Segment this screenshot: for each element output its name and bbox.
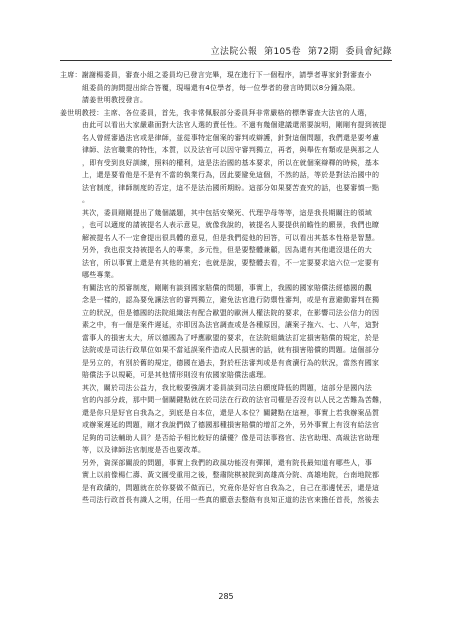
text-line: 法官，所以事實上還是有其他的補充；也就是說，要整體去看，不一定要要求這六位一定要有 [82, 258, 380, 267]
text-line: 足夠的司法輔助人員？是否給予相比較好的績優？像是司法事務官、法官助理、高級法官助理 [82, 433, 380, 442]
text-line: 些司法行政首長有識人之明，任用一些真的願意去整飭有良知正道的法官來擔任首長，然後去 [82, 496, 380, 504]
text-line: ，即有受到良好訓練，照料的權利，這是法治國的基本要求，所以在就個案辯釋的時候，基本 [82, 158, 380, 167]
text-line: 賠償法予以規範，可是其他情形則沒有依國家賠償法處理。 [82, 371, 271, 379]
paragraph [60, 382, 392, 457]
publication-name: 立法院公報 [210, 47, 258, 57]
text-line: ，也可以適度的請被提名人表示意見，就像我說的，被提名人要提供前瞻性的願景，我們也瞭 [82, 221, 380, 229]
text-line: 其次，關於司法公益力，我比較要強調才委員談到司法自願度降低的問題，這部分是國內法 [82, 383, 372, 392]
text-line: 是有政績的，問題就在於你要做不做而已，究竟你是好官自我為之，自己在那邊恍丟，還是這 [82, 483, 380, 492]
page-header [60, 46, 392, 60]
paragraph [60, 207, 392, 245]
text-line: 念是一樣的，認為要免讓法官的審判獨立，避免法官進行防禦性審判，或是有意避動審判在獨 [82, 296, 380, 304]
text-line: 立的狀況，但是德國的法院組織法有配合歐盟的歐洲人權法院的要求，在影響司法公信力的因 [82, 308, 380, 317]
text-line: 姜世明教授：主席、各位委員，首先，我非常佩服部分委員拜非常嚴格的標準審查大法官的人選， [60, 108, 372, 117]
text-line: 另外，資深部關設的問題，事實上我們的政風功能沒有彈揮，還有院長最知道有哪些人，事 [82, 458, 372, 467]
section-name: 委員會紀錄 [345, 47, 392, 57]
text-line: 組委員的詢問提出綜合答覆，現場還有4位學者，每一位學者的發言時間以8分鐘為限。 [82, 83, 360, 92]
text-line: 是另立的，有別於舊的規定，德國在過去，對於枉法審判或是有貪瀆行為的狀況，當然有國家 [82, 358, 380, 367]
text-line: 有關法官的預審制度，剛剛有談到國家賠償的問題，事實上，我國的國家賠償法經德國的觀 [82, 283, 372, 292]
paragraph [60, 244, 392, 282]
text-line: 由此可以看出大家嚴肅面對大法官人選的責任性。不過有幾個建議還需要說明，剛剛有提到被提 [82, 121, 387, 129]
chair-speech [60, 69, 392, 107]
text-line: 請姜世明教授發言。 [82, 96, 148, 104]
text-line: 解被提名人不一定會提出很具體的意見，但是我們從他的回答，可以看出其基本性格是智慧。 [82, 233, 380, 242]
text-line: 當事人的損害太大，所以德國為了呼應歐盟的要求，在法院組織法訂定損害賠償的規定，於是 [82, 333, 380, 342]
speaker-speech [60, 107, 392, 207]
text-line: 另外，我也很支持被提名人的專業，多元性，但是要整體兼顧，因為還有其他還沒退任的大 [82, 246, 372, 254]
text-line: 。 [82, 196, 90, 204]
text-line: 名人曾經審過法官或是律師，並從事特定個案的審判或辯護，針對這個問題，我們還是要考慮 [82, 133, 380, 142]
paragraph [60, 457, 392, 507]
text-line: 法官制度，律師制度的否定，這不是法治國所期盼。這部分如果要苦查究的話，也要審慎一點 [82, 183, 380, 192]
text-line: 素之中，有一個是案件遲延，亦即因為法官調查或是各種原因，讓案子拖六、七、八年，這對 [82, 321, 380, 329]
text-line: 其次，委員剛剛提出了幾個議題，其中包括安樂死、代理孕母等等，這是我長期關注的領域 [82, 208, 372, 217]
text-line: 法院或是司法行政單位如果不當延誤案件造成人民損害的話，就有損害賠償的問題。這個部分 [82, 346, 380, 354]
text-line: 上，還是要看他是不是有不當的執業行為，因此要避免這個，不然的話，等於是對法治國中的 [82, 171, 380, 179]
text-line: 還是你只是好官自我為之，到底是自本位，還是人本位？關鍵點在這裡，事實上若我辦案品質 [82, 408, 380, 417]
document-body [60, 69, 392, 507]
paragraph [60, 282, 392, 382]
volume-number: 第105卷 [264, 47, 301, 57]
text-line: 實上以前像楊仁壽、黃文圓受重用之後，整肅院棋被院到高雄高分院、高雄地院，台南地院都 [82, 471, 380, 479]
issue-number: 第72期 [307, 47, 339, 57]
text-line: 等，以及律師法官制度是否也要改革。 [82, 446, 206, 454]
text-line: 或辦案遲延的問題，剛才我說們做了德國那種損害賠償的增訂之外，另外事實上有沒有給法官 [82, 421, 380, 429]
header-rule [60, 60, 392, 61]
text-line: 律師、法官職業的特性，本質，以及法官可以因守審判獨立，再者，與舉佐有類或是與那之人 [82, 146, 380, 154]
text-line: 主席：謝謝楊委員，審查小組之委員均已發言完畢，現在進行下一個程序，請學者專家針對審查小 [60, 71, 372, 79]
text-line: 哪些專業。 [82, 271, 119, 279]
page-number: 285 [218, 592, 234, 601]
text-line: 官的內部分歧，那中間一個關鍵點就在於司法在行政的法官司權是否沒有以人民之苦難為苦難， [82, 396, 387, 404]
